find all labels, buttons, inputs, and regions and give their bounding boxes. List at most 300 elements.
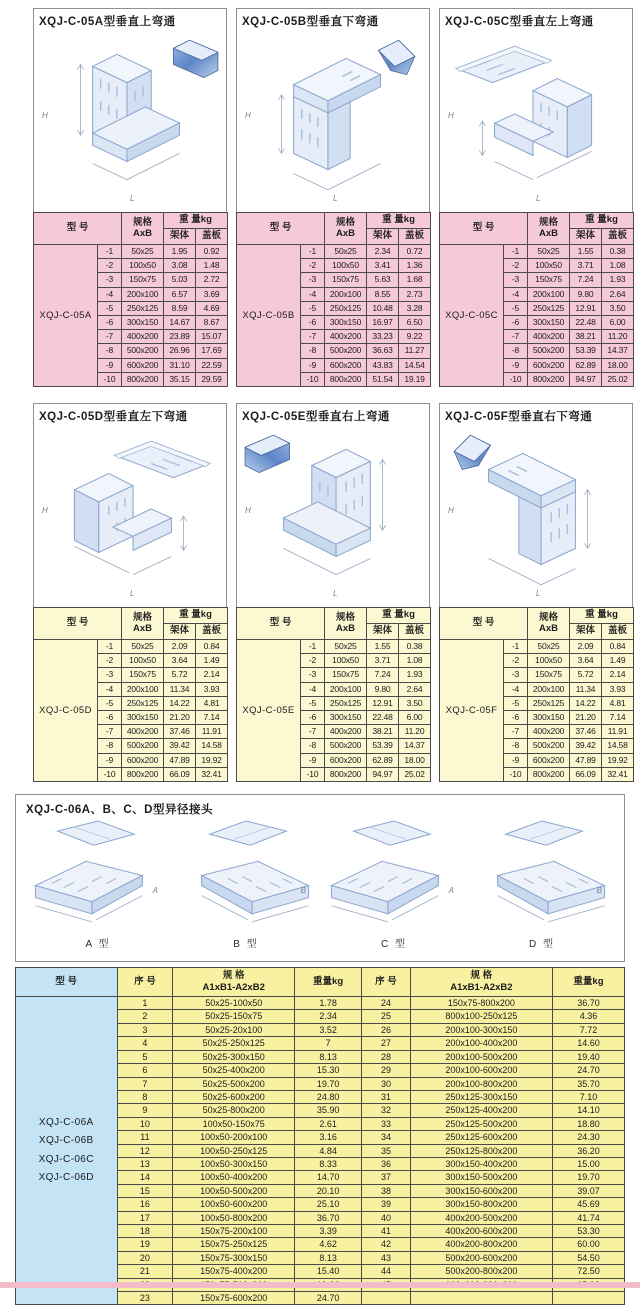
cover-weight-cell: 6.00 [399, 711, 431, 725]
seq-cell: 24 [362, 997, 411, 1010]
reducer-model-label: XQJ-C-06D [38, 1172, 94, 1184]
fitting-panel-box [236, 403, 430, 608]
body-weight-cell: 12.91 [367, 696, 399, 710]
weight-cell: 2.34 [295, 1010, 362, 1023]
seq-cell: 16 [117, 1198, 173, 1211]
cover-weight-cell: 2.14 [602, 668, 634, 682]
reducer-drawing-b [172, 819, 320, 935]
cable-tray-drawing [454, 435, 590, 585]
col-header-model: 型 号 [440, 608, 528, 640]
cover-weight-cell: 1.49 [602, 654, 634, 668]
weight-cell: 19.70 [552, 1171, 624, 1184]
spec-cell: 100x50-600x200 [173, 1198, 295, 1211]
fitting-illustration [34, 30, 226, 206]
suffix-cell: -4 [98, 682, 122, 696]
suffix-cell: -2 [98, 259, 122, 273]
col-header-cover: 盖板 [399, 229, 431, 245]
spec-cell: 100x50-250x125 [173, 1144, 295, 1157]
seq-cell: 43 [362, 1251, 411, 1264]
cover-weight-cell: 3.69 [196, 287, 228, 301]
suffix-cell: -3 [301, 668, 325, 682]
reducer-model-cell [16, 997, 118, 1305]
body-weight-cell: 2.09 [164, 640, 196, 654]
spec-cell: 150x75 [325, 273, 367, 287]
suffix-cell: -9 [98, 753, 122, 767]
dim-label: H [42, 110, 48, 120]
fitting-spec-table [33, 212, 228, 387]
spec-cell: 300x150-800x200 [410, 1198, 552, 1211]
seq-cell: 29 [362, 1064, 411, 1077]
reducer-section-title: XQJ-C-06A、B、C、D型异径接头 [26, 804, 213, 817]
body-weight-cell: 33.23 [367, 330, 399, 344]
weight-cell: 19.70 [295, 1077, 362, 1090]
cover-weight-cell: 19.92 [196, 753, 228, 767]
weight-cell: 2.61 [295, 1117, 362, 1130]
body-weight-cell: 22.48 [570, 316, 602, 330]
type-label-c: C 型 [381, 939, 407, 951]
cover-weight-cell: 14.54 [399, 358, 431, 372]
spec-cell: 250x125-600x200 [410, 1131, 552, 1144]
spec-cell: 300x150 [122, 316, 164, 330]
suffix-cell: -1 [98, 245, 122, 259]
col-header-weight: 重 量kg [570, 213, 634, 229]
cover-weight-cell: 11.20 [399, 725, 431, 739]
body-weight-cell: 47.89 [570, 753, 602, 767]
spec-cell: 100x50 [122, 259, 164, 273]
spec-cell: 150x75-250x125 [173, 1238, 295, 1251]
spec-cell: 400x200 [528, 330, 570, 344]
cover-weight-cell: 0.84 [196, 640, 228, 654]
fitting-panel [33, 403, 227, 782]
cover-weight-cell: 6.50 [399, 316, 431, 330]
model-cell: XQJ-C-05A [34, 245, 98, 387]
col-header-weight: 重 量kg [570, 608, 634, 624]
dim-label: L [333, 589, 338, 599]
cover-weight-cell: 14.58 [602, 739, 634, 753]
seq-cell: 3 [117, 1023, 173, 1036]
body-weight-cell: 21.20 [570, 711, 602, 725]
weight-cell: 53.30 [552, 1224, 624, 1237]
weight-cell: 24.70 [295, 1292, 362, 1305]
suffix-cell: -10 [301, 767, 325, 781]
dim-label: L [536, 194, 541, 203]
body-weight-cell: 10.48 [367, 301, 399, 315]
fitting-spec-table [236, 212, 431, 387]
weight-cell: 3.39 [295, 1224, 362, 1237]
spec-cell: 200x100 [122, 287, 164, 301]
dim-label: H [448, 505, 454, 515]
body-weight-cell: 5.72 [164, 668, 196, 682]
body-weight-cell: 12.91 [570, 301, 602, 315]
spec-cell: 400x200 [528, 725, 570, 739]
body-weight-cell: 43.83 [367, 358, 399, 372]
spec-cell: 500x200 [528, 344, 570, 358]
spec-cell: 50x25 [122, 640, 164, 654]
reducer-drawing-c [320, 819, 468, 935]
cover-weight-cell: 3.50 [602, 301, 634, 315]
spec-cell: 50x25-400x200 [173, 1064, 295, 1077]
type-label-d: D 型 [529, 939, 555, 951]
cover-weight-cell: 6.00 [602, 316, 634, 330]
spec-cell: 50x25-20x100 [173, 1023, 295, 1036]
fitting-panel [33, 8, 227, 387]
col-header-spec: 规格 AxB [528, 608, 570, 640]
suffix-cell: -3 [98, 668, 122, 682]
spec-cell: 400x200 [325, 725, 367, 739]
col-header-spec: 规格 AxB [528, 213, 570, 245]
spec-cell: 250x125 [122, 696, 164, 710]
col-header-body: 架体 [570, 624, 602, 640]
fitting-illustration [440, 425, 632, 601]
col-header-weight: 重 量kg [367, 213, 431, 229]
spec-cell: 150x75-200x100 [173, 1224, 295, 1237]
spec-cell [410, 1292, 552, 1305]
weight-cell: 19.40 [552, 1050, 624, 1063]
cover-weight-cell: 1.36 [399, 259, 431, 273]
panel-title: XQJ-C-05C型垂直左上弯通 [445, 16, 594, 28]
col-header-model: 型 号 [34, 608, 122, 640]
weight-cell: 36.70 [552, 997, 624, 1010]
reducer-spec-table [15, 967, 625, 1305]
suffix-cell: -1 [504, 245, 528, 259]
weight-cell: 3.52 [295, 1023, 362, 1036]
col-header-body: 架体 [367, 624, 399, 640]
panel-title: XQJ-C-05A型垂直上弯通 [39, 16, 176, 28]
suffix-cell: -4 [504, 682, 528, 696]
spec-cell: 150x75 [325, 668, 367, 682]
type-label-a: A 型 [85, 939, 111, 951]
weight-cell: 3.16 [295, 1131, 362, 1144]
suffix-cell: -9 [504, 358, 528, 372]
suffix-cell: -5 [98, 301, 122, 315]
spec-cell: 250x125 [528, 301, 570, 315]
seq-cell: 20 [117, 1251, 173, 1264]
col-header-body: 架体 [570, 229, 602, 245]
spec-cell: 400x200-600x200 [410, 1224, 552, 1237]
suffix-cell: -4 [504, 287, 528, 301]
seq-cell: 14 [117, 1171, 173, 1184]
spec-cell: 500x200 [122, 344, 164, 358]
weight-cell: 7.10 [552, 1090, 624, 1103]
body-weight-cell: 1.95 [164, 245, 196, 259]
fitting-panel-box [33, 403, 227, 608]
dim-label: H [42, 505, 48, 515]
cover-weight-cell: 14.37 [602, 344, 634, 358]
panel-title: XQJ-C-05D型垂直左下弯通 [39, 411, 188, 424]
spec-cell: 800x200 [122, 767, 164, 781]
col-header-weight: 重量kg [295, 968, 362, 997]
fitting-table-body [237, 640, 431, 782]
spec-cell: 500x200 [122, 739, 164, 753]
body-weight-cell: 8.59 [164, 301, 196, 315]
spec-cell: 400x200 [122, 330, 164, 344]
col-header-model: 型 号 [440, 213, 528, 245]
table-row [440, 640, 634, 654]
fitting-panel-box [236, 8, 430, 213]
col-header-spec: 规格 AxB [122, 213, 164, 245]
body-weight-cell: 38.21 [570, 330, 602, 344]
seq-cell: 23 [117, 1292, 173, 1305]
spec-cell: 600x200 [528, 753, 570, 767]
weight-cell: 36.70 [295, 1211, 362, 1224]
spec-cell: 150x75 [528, 273, 570, 287]
seq-cell: 12 [117, 1144, 173, 1157]
spec-cell: 100x50-300x150 [173, 1157, 295, 1170]
col-header-spec: 规 格 A1xB1-A2xB2 [410, 968, 552, 997]
body-weight-cell: 53.39 [367, 739, 399, 753]
body-weight-cell: 14.67 [164, 316, 196, 330]
weight-cell: 8.33 [295, 1157, 362, 1170]
cover-weight-cell: 0.72 [399, 245, 431, 259]
body-weight-cell: 62.89 [367, 753, 399, 767]
suffix-cell: -1 [504, 640, 528, 654]
table-row [440, 245, 634, 259]
spec-cell: 400x200-500x200 [410, 1211, 552, 1224]
spec-cell: 50x25-300x150 [173, 1050, 295, 1063]
spec-cell: 600x200 [528, 358, 570, 372]
col-header-cover: 盖板 [196, 624, 228, 640]
cable-tray-reducer-drawing [202, 821, 309, 922]
suffix-cell: -7 [98, 330, 122, 344]
panel-title: XQJ-C-05B型垂直下弯通 [242, 16, 379, 28]
reducer-drawing-a [24, 819, 172, 935]
fitting-panel-box [33, 8, 227, 213]
table-row [237, 245, 431, 259]
body-weight-cell: 37.46 [164, 725, 196, 739]
suffix-cell: -2 [504, 654, 528, 668]
cover-weight-cell: 32.41 [196, 767, 228, 781]
spec-cell: 100x50-150x75 [173, 1117, 295, 1130]
weight-cell: 14.70 [295, 1171, 362, 1184]
spec-cell: 300x150 [325, 711, 367, 725]
body-weight-cell: 3.41 [367, 259, 399, 273]
suffix-cell: -8 [504, 344, 528, 358]
spec-cell: 200x100-300x150 [410, 1023, 552, 1036]
table-row [34, 640, 228, 654]
spec-cell: 500x200-600x200 [410, 1251, 552, 1264]
cover-weight-cell: 17.69 [196, 344, 228, 358]
dim-label: H [448, 110, 454, 120]
model-cell: XQJ-C-05B [237, 245, 301, 387]
spec-cell: 800x200 [325, 767, 367, 781]
body-weight-cell: 66.09 [570, 767, 602, 781]
body-weight-cell: 31.10 [164, 358, 196, 372]
body-weight-cell: 39.42 [164, 739, 196, 753]
body-weight-cell: 39.42 [570, 739, 602, 753]
cover-weight-cell: 18.00 [602, 358, 634, 372]
spec-cell: 150x75-300x150 [173, 1251, 295, 1264]
dim-label: A [152, 886, 158, 896]
cover-weight-cell: 11.20 [602, 330, 634, 344]
spec-cell: 50x25 [325, 245, 367, 259]
col-header-weight: 重 量kg [164, 213, 228, 229]
cover-weight-cell: 32.41 [602, 767, 634, 781]
dim-label: L [536, 589, 541, 599]
weight-cell: 4.84 [295, 1144, 362, 1157]
seq-cell: 41 [362, 1224, 411, 1237]
col-header-model: 型 号 [16, 968, 118, 997]
cover-weight-cell: 11.27 [399, 344, 431, 358]
suffix-cell: -10 [98, 372, 122, 386]
cover-weight-cell: 1.68 [399, 273, 431, 287]
suffix-cell: -6 [98, 316, 122, 330]
spec-cell: 300x150 [528, 711, 570, 725]
spec-cell: 250x125-800x200 [410, 1144, 552, 1157]
weight-cell: 1.78 [295, 997, 362, 1010]
seq-cell: 37 [362, 1171, 411, 1184]
spec-cell: 150x75-400x200 [173, 1265, 295, 1278]
reducer-illustrations [16, 819, 624, 935]
cover-weight-cell: 25.02 [602, 372, 634, 386]
weight-cell: 35.70 [552, 1077, 624, 1090]
col-header-body: 架体 [367, 229, 399, 245]
fitting-illustration [237, 425, 429, 601]
spec-cell: 800x200 [528, 767, 570, 781]
fitting-spec-table [439, 212, 634, 387]
type-label-b: B 型 [233, 939, 259, 951]
suffix-cell: -5 [504, 696, 528, 710]
seq-cell: 19 [117, 1238, 173, 1251]
weight-cell: 60.00 [552, 1238, 624, 1251]
fitting-table-body [237, 245, 431, 387]
cover-weight-cell: 19.19 [399, 372, 431, 386]
spec-cell: 200x100-400x200 [410, 1037, 552, 1050]
reducer-table-body [16, 997, 625, 1305]
fitting-table-body [34, 245, 228, 387]
spec-cell: 200x100 [325, 287, 367, 301]
spec-cell: 50x25-250x125 [173, 1037, 295, 1050]
body-weight-cell: 47.89 [164, 753, 196, 767]
seq-cell: 5 [117, 1050, 173, 1063]
body-weight-cell: 23.89 [164, 330, 196, 344]
body-weight-cell: 14.22 [570, 696, 602, 710]
dim-label: A [448, 886, 454, 896]
body-weight-cell: 7.24 [367, 668, 399, 682]
suffix-cell: -6 [301, 316, 325, 330]
table-row [34, 245, 228, 259]
spec-cell: 600x200 [122, 753, 164, 767]
suffix-cell: -6 [301, 711, 325, 725]
spec-cell: 50x25 [122, 245, 164, 259]
cover-weight-cell: 2.73 [399, 287, 431, 301]
spec-cell: 150x75 [122, 273, 164, 287]
cover-weight-cell: 3.93 [602, 682, 634, 696]
spec-cell: 300x150 [122, 711, 164, 725]
panel-title: XQJ-C-05F型垂直右下弯通 [445, 411, 593, 424]
cover-weight-cell: 3.28 [399, 301, 431, 315]
spec-cell: 100x50 [325, 654, 367, 668]
fitting-panel [439, 8, 633, 387]
weight-cell [552, 1292, 624, 1305]
spec-cell: 200x100-600x200 [410, 1064, 552, 1077]
seq-cell: 15 [117, 1184, 173, 1197]
spec-cell: 200x100 [528, 287, 570, 301]
col-header-body: 架体 [164, 229, 196, 245]
suffix-cell: -8 [98, 344, 122, 358]
weight-cell: 14.10 [552, 1104, 624, 1117]
body-weight-cell: 66.09 [164, 767, 196, 781]
seq-cell: 4 [117, 1037, 173, 1050]
spec-cell: 250x125 [122, 301, 164, 315]
suffix-cell: -6 [504, 711, 528, 725]
spec-cell: 100x50 [528, 259, 570, 273]
spec-cell: 400x200 [325, 330, 367, 344]
suffix-cell: -1 [301, 640, 325, 654]
cover-weight-cell: 1.48 [196, 259, 228, 273]
suffix-cell: -3 [301, 273, 325, 287]
reducer-type-labels [16, 935, 624, 950]
dim-label: B [300, 886, 306, 896]
cover-weight-cell: 0.38 [602, 245, 634, 259]
seq-cell: 44 [362, 1265, 411, 1278]
spec-cell: 300x150-400x200 [410, 1157, 552, 1170]
col-header-spec: 规格 AxB [122, 608, 164, 640]
suffix-cell: -7 [301, 330, 325, 344]
body-weight-cell: 22.48 [367, 711, 399, 725]
suffix-cell: -3 [504, 273, 528, 287]
fitting-spec-table [236, 607, 431, 782]
spec-cell: 100x50-800x200 [173, 1211, 295, 1224]
weight-cell: 4.36 [552, 1010, 624, 1023]
seq-cell: 7 [117, 1077, 173, 1090]
reducer-model-label: XQJ-C-06C [38, 1153, 94, 1165]
suffix-cell: -10 [98, 767, 122, 781]
suffix-cell: -9 [301, 753, 325, 767]
seq-cell: 6 [117, 1064, 173, 1077]
suffix-cell: -3 [504, 668, 528, 682]
suffix-cell: -6 [98, 711, 122, 725]
weight-cell: 15.00 [552, 1157, 624, 1170]
fitting-table-body [34, 640, 228, 782]
model-cell: XQJ-C-05D [34, 640, 98, 782]
spec-cell: 800x100-250x125 [410, 1010, 552, 1023]
cover-weight-cell: 1.08 [399, 654, 431, 668]
cover-weight-cell: 0.92 [196, 245, 228, 259]
weight-cell: 4.62 [295, 1238, 362, 1251]
cover-weight-cell: 1.93 [602, 273, 634, 287]
body-weight-cell: 3.64 [164, 654, 196, 668]
body-weight-cell: 3.71 [367, 654, 399, 668]
seq-cell: 33 [362, 1117, 411, 1130]
body-weight-cell: 3.64 [570, 654, 602, 668]
cover-weight-cell: 19.92 [602, 753, 634, 767]
seq-cell: 36 [362, 1157, 411, 1170]
cover-weight-cell: 15.07 [196, 330, 228, 344]
suffix-cell: -5 [98, 696, 122, 710]
body-weight-cell: 16.97 [367, 316, 399, 330]
cover-weight-cell: 1.08 [602, 259, 634, 273]
suffix-cell: -10 [504, 767, 528, 781]
weight-cell: 35.90 [295, 1104, 362, 1117]
suffix-cell: -2 [98, 654, 122, 668]
body-weight-cell: 7.24 [570, 273, 602, 287]
col-header-model: 型 号 [237, 608, 325, 640]
body-weight-cell: 5.03 [164, 273, 196, 287]
col-header-weight: 重 量kg [367, 608, 431, 624]
seq-cell: 30 [362, 1077, 411, 1090]
suffix-cell: -2 [504, 259, 528, 273]
col-header-cover: 盖板 [602, 624, 634, 640]
spec-cell: 200x100 [325, 682, 367, 696]
seq-cell: 13 [117, 1157, 173, 1170]
spec-cell: 250x125 [528, 696, 570, 710]
col-header-body: 架体 [164, 624, 196, 640]
spec-cell: 100x50-200x100 [173, 1131, 295, 1144]
col-header-spec: 规 格 A1xB1-A2xB2 [173, 968, 295, 997]
weight-cell: 72.50 [552, 1265, 624, 1278]
body-weight-cell: 36.63 [367, 344, 399, 358]
spec-cell: 50x25 [325, 640, 367, 654]
